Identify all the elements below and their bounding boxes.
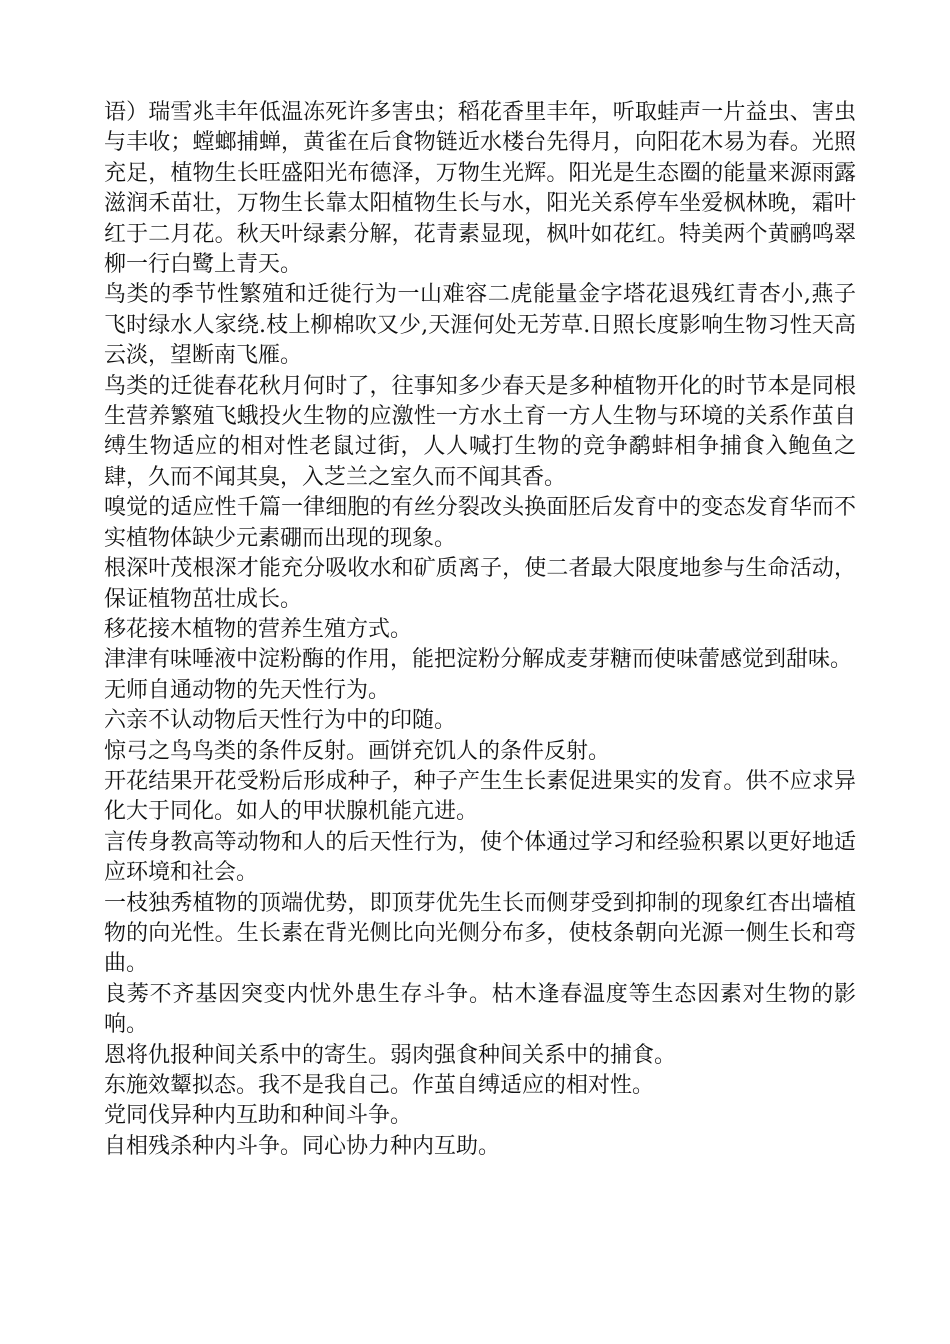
paragraph: 无师自通动物的先天性行为。 (104, 677, 391, 703)
paragraph: 根深叶茂根深才能充分吸收水和矿质离子，使二者最大限度地参与生命活动，保证植物茁壮成长。 (104, 556, 856, 612)
paragraph: 恩将仇报种间关系中的寄生。弱肉强食种间关系中的捕食。 (104, 1042, 677, 1068)
paragraph: 鸟类的迁徙春花秋月何时了，往事知多少春天是多种植物开化的时节本是同根生营养繁殖飞蛾投火生物的应激性一方水土育一方人生物与环境的关系作茧自缚生物适应的相对性老鼠过街，人人喊打生物的竞争鹬蚌相争捕食入鲍鱼之肆，久而不闻其臭，入芝兰之室久而不闻其香。 (104, 373, 856, 490)
paragraph: 良莠不齐基因突变内忧外患生存斗争。枯木逢春温度等生态因素对生物的影响。 (104, 981, 856, 1038)
paragraph: 嗅觉的适应性千篇一律细胞的有丝分裂改头换面胚后发育中的变态发育华而不实植物体缺少元素硼而出现的现象。 (104, 495, 856, 551)
paragraph: 自相残杀种内斗争。同心协力种内互助。 (104, 1133, 501, 1159)
paragraph: 言传身教高等动物和人的后天性行为，使个体通过学习和经验积累以更好地适应环境和社会。 (104, 829, 856, 886)
paragraph: 东施效颦拟态。我不是我自己。作茧自缚适应的相对性。 (104, 1073, 655, 1098)
paragraph: 语）瑞雪兆丰年低温冻死许多害虫；稻花香里丰年，听取蛙声一片益虫、害虫与丰收；螳螂捕蝉，黄雀在后食物链近水楼台先得月，向阳花木易为春。光照充足，植物生长旺盛阳光布德泽，万物生光辉。阳光是生态圈的能量来源雨露滋润禾苗壮，万物生长靠太阳植物生长与水，阳光关系停车坐爱枫林晚，霜叶红于二月花。秋天叶绿素分解，花青素显现，枫叶如花红。特美两个黄鹂鸣翠柳一行白鹭上青天。 (104, 100, 856, 278)
paragraph: 津津有味唾液中淀粉酶的作用，能把淀粉分解成麦芽糖而使味蕾感觉到甜味。 (104, 647, 853, 673)
paragraph: 六亲不认动物后天性行为中的印随。 (104, 708, 457, 734)
paragraph: 鸟类的季节性繁殖和迁徙行为一山难容二虎能量金字塔花退残红青杏小,燕子飞时绿水人家绕.枝上柳棉吹又少,天涯何处无芳草.日照长度影响生物习性天高云淡，望断南飞雁。 (104, 282, 856, 369)
paragraph: 惊弓之鸟鸟类的条件反射。画饼充饥人的条件反射。 (104, 738, 611, 764)
paragraph: 党同伐异种内互助和种间斗争。 (104, 1103, 413, 1129)
paragraph: 一枝独秀植物的顶端优势，即顶芽优先生长而侧芽受到抑制的现象红杏出墙植物的向光性。生长素在背光侧比向光侧分布多，使枝条朝向光源一侧生长和弯曲。 (104, 890, 856, 977)
document-body (104, 98, 856, 1162)
paragraph: 开花结果开花受粉后形成种子，种子产生生长素促进果实的发育。供不应求异化大于同化。如人的甲状腺机能亢进。 (104, 768, 856, 825)
paragraph: 移花接木植物的营养生殖方式。 (104, 616, 413, 642)
